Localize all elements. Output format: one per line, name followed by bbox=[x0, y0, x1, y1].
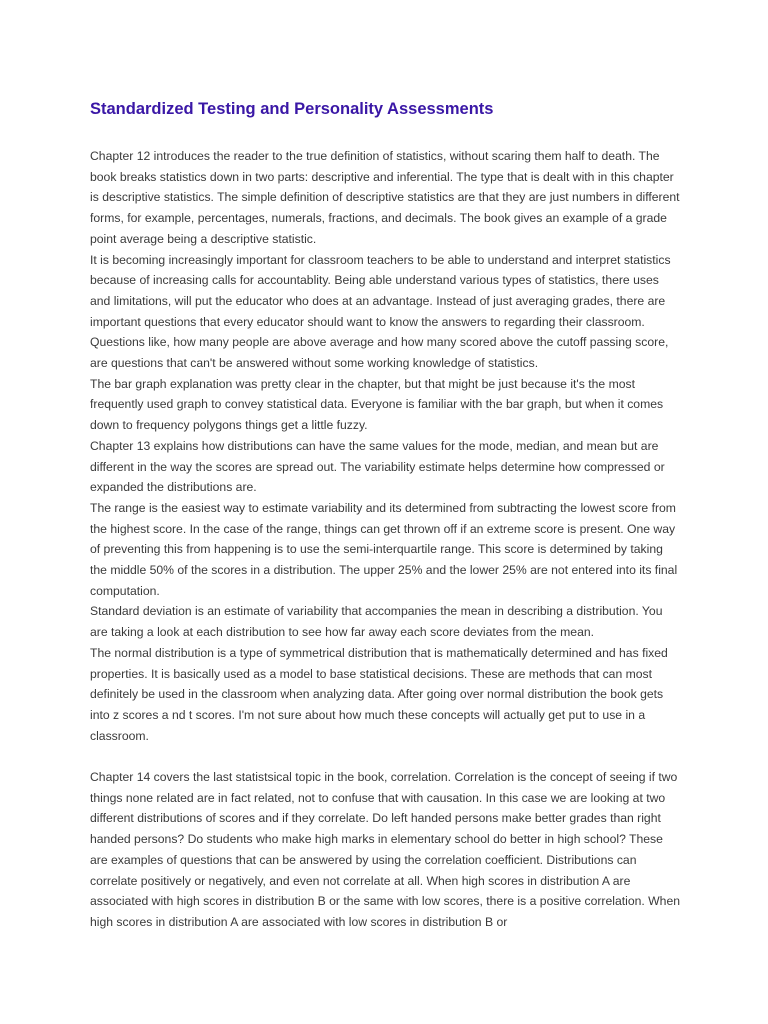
document-title: Standardized Testing and Personality Assessments bbox=[90, 100, 494, 118]
paragraph-normal-distribution: The normal distribution is a type of symmetrical distribution that is mathematically determined and has fixed properties. It is basically used as a model to base statistical decisions. These are methods that can most definitely be used in the classroom when analyzing data. After going over normal distribution the book gets into z scores a nd t scores. I'm not sure about how much these concepts will actually get put to use in a classroom. bbox=[90, 645, 668, 743]
document-body bbox=[90, 146, 680, 933]
paragraph-standard-deviation: Standard deviation is an estimate of variability that accompanies the mean in describing a distribution. You are taking a look at each distribution to see how far away each score deviates from the mean. bbox=[90, 604, 663, 640]
paragraph-chapter-12-intro: Chapter 12 introduces the reader to the true definition of statistics, without scaring them half to death. The book breaks statistics down in two parts: descriptive and inferential. The type that is dealt with in this chapter is descriptive statistics. The simple definition of descriptive statistics are that they are just numbers in different forms, for example, percentages, numerals, fractions, and decimals. The book gives an example of a grade point average being a descriptive statistic. bbox=[90, 149, 680, 246]
paragraph-accountability: It is becoming increasingly important for classroom teachers to be able to understand and interpret statistics because of increasing calls for accountablity. Being able understand various types of statistics, there uses and limitations, will put the educator who does at an advantage. Instead of just averaging grades, there are important questions that every educator should want to know the answers to regarding their classroom. Questions like, how many people are above average and how many scored above the cutoff passing score, are questions that can't be answered without some working knowledge of statistics. bbox=[90, 252, 671, 371]
paragraph-chapter-13: Chapter 13 explains how distributions can have the same values for the mode, median, and mean but are different in the way the scores are spread out. The variability estimate helps determine how compressed or expanded the distributions are. bbox=[90, 438, 665, 495]
paragraph-chapter-14: Chapter 14 covers the last statistsical topic in the book, correlation. Correlation is the concept of seeing if two things none related are in fact related, not to confuse that with causation. In this case we are looking at two different distributions of scores and if they correlate. Do left handed persons make better grades than right handed persons? Do students who make high marks in elementary school do better in high school? These are examples of questions that can be answered by using the correlation coefficient. Distributions can correlate positively or negatively, and even not correlate at all. When high scores in distribution A are associated with high scores in distribution B or the same with low scores, there is a positive correlation. When high scores in distribution A are associated with low scores in distribution B or bbox=[90, 770, 681, 929]
paragraph-bar-graph: The bar graph explanation was pretty clear in the chapter, but that might be just because it's the most frequently used graph to convey statistical data. Everyone is familiar with the bar graph, but when it comes down to frequency polygons things get a little fuzzy. bbox=[90, 376, 664, 433]
paragraph-range: The range is the easiest way to estimate variability and its determined from subtracting the lowest score from the highest score. In the case of the range, things can get thrown off if an extreme score is present. One way of preventing this from happening is to use the semi-interquartile range. This score is determined by taking the middle 50% of the scores in a distribution. The upper 25% and the lower 25% are not entered into its final computation. bbox=[90, 500, 678, 598]
